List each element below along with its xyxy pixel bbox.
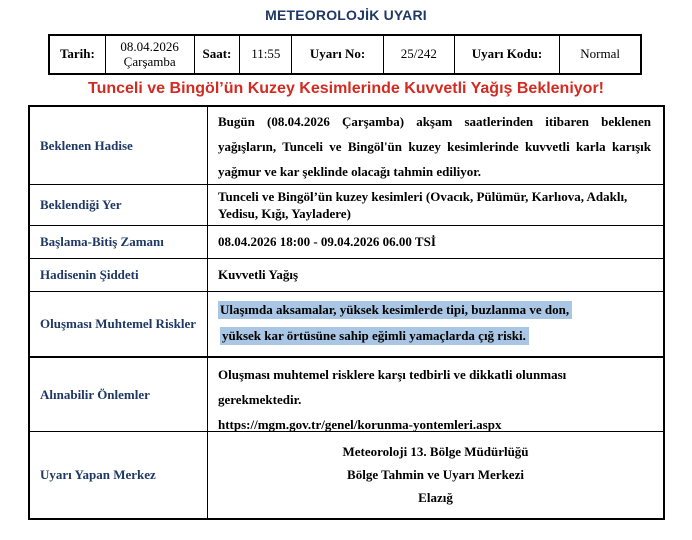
table-row-possible-risks xyxy=(30,292,663,357)
warning-number-value: 25/242 xyxy=(384,36,455,73)
precaution-text: Oluşması muhtemel risklere karşı tedbirli ve dikkatli olunması gerekmektedir. xyxy=(218,367,567,407)
warning-detail-table xyxy=(28,105,665,520)
warning-meta-table xyxy=(48,34,642,75)
warning-code-value: Normal xyxy=(580,46,621,62)
field-value: 08.04.2026 18:00 - 09.04.2026 06.00 TSİ xyxy=(218,234,436,249)
field-label: Uyarı Yapan Merkez xyxy=(30,432,208,518)
date-value-line2: Çarşamba xyxy=(123,53,176,69)
field-label: Beklendiği Yer xyxy=(30,185,208,225)
date-value xyxy=(106,36,195,73)
date-value-line1: 08.04.2026 xyxy=(120,38,179,54)
table-row-issuing-center xyxy=(30,432,663,518)
table-row-precautions xyxy=(30,357,663,432)
table-row-expected-location xyxy=(30,185,663,226)
warning-number-label: Uyarı No: xyxy=(292,36,384,73)
field-label: Beklenen Hadise xyxy=(30,107,208,184)
highlighted-risk-line: Ulaşımda aksamalar, yüksek kesimlerde tipi, buzlanma ve don, xyxy=(218,301,572,319)
field-value xyxy=(208,358,663,431)
field-value: Bugün (08.04.2026 Çarşamba) akşam saatlerinden itibaren beklenen yağışların, Tunceli ve Bingöl'ün kuzey kesimlerinde kuvvetli karla karışık yağmur ve kar şeklinde olacağı tahmin ediliyor. xyxy=(218,114,651,179)
field-label: Başlama-Bitiş Zamanı xyxy=(30,226,208,258)
field-value: Tunceli ve Bingöl’ün kuzey kesimleri (Ovacık, Pülümür, Karlıova, Adaklı, Yedisu, Kığı, Yayladere) xyxy=(218,189,628,221)
highlighted-risk-line: yüksek kar örtüsüne sahip eğimli yamaçlarda çığ riski. xyxy=(220,327,529,345)
table-row-start-end-time xyxy=(30,226,663,259)
date-label: Tarih: xyxy=(50,36,106,73)
field-label: Alınabilir Önlemler xyxy=(30,358,208,431)
issuing-center-line: Bölge Tahmin ve Uyarı Merkezi xyxy=(347,466,524,482)
field-value xyxy=(208,292,663,356)
page-title: METEOROLOJİK UYARI xyxy=(265,7,427,23)
table-row-expected-event xyxy=(30,107,663,185)
precaution-url: https://mgm.gov.tr/genel/korunma-yontemleri.aspx xyxy=(218,417,502,432)
field-value: Kuvvetli Yağış xyxy=(218,267,299,282)
warning-headline: Tunceli ve Bingöl’ün Kuzey Kesimlerinde Kuvvetli Yağış Bekleniyor! xyxy=(88,80,604,97)
field-label: Hadisenin Şiddeti xyxy=(30,259,208,291)
warning-code-label: Uyarı Kodu: xyxy=(455,36,561,73)
field-label: Oluşması Muhtemel Riskler xyxy=(30,292,208,356)
time-label: Saat: xyxy=(195,36,241,73)
issuing-center-line: Elazığ xyxy=(418,490,453,506)
table-row-event-severity xyxy=(30,259,663,292)
field-value xyxy=(208,432,663,518)
time-value: 11:55 xyxy=(240,36,292,73)
issuing-center-line: Meteoroloji 13. Bölge Müdürlüğü xyxy=(342,443,529,459)
